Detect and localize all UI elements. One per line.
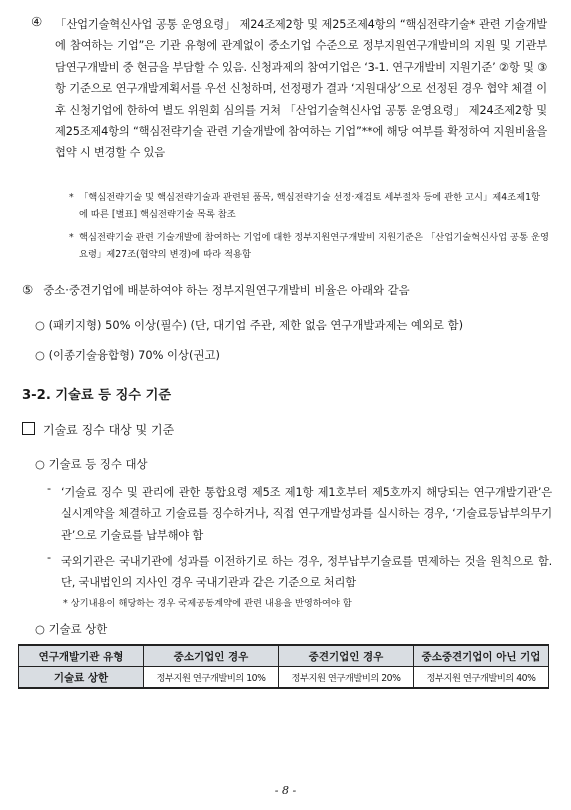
dash-marker: - xyxy=(47,482,52,495)
footnote-2-text: 핵심전략기술 관련 기술개발에 참여하는 기업에 대한 정부지원연구개발비 지원기준은 「산업기술혁신사업 공통 운영요령」제27조(협약의 변경)에 따라 적용함 xyxy=(79,232,549,260)
item-4-text: 「산업기술혁신사업 공통 운영요령」 제24조제2항 및 제25조제4항의 “핵심전략기술* 관련 기술개발에 참여하는 기업”은 기관 유형에 관계없이 중소기업 수준으로 정부지원연구개발비의 지원 및 기관부담연구개발비 중 현금을 부담할 수 있음. 신청과제의 참여기업은 ‘3-1. 연구개발비 지원기준’ ②항 및 ③항 기준으로 연구개발계획서를 우선 신청하며, 선정평가 결과 ‘지원대상’으로 선정된 경우 협약 체결 이후 신청기업에 한하여 별도 위원회 심의를 거쳐 「산업기술혁신사업 공통 운영요령」 제24조제2항 및 제25조제4항의 “핵심전략기술 관련 기술개발에 참여하는 기업”**에 해당 여부를 확정하여 지원비율을 협약 시 변경할 수 있음 xyxy=(55,18,547,160)
fee-cap-text: 기술료 상한 xyxy=(48,622,108,636)
page-number: - 8 - xyxy=(274,784,297,797)
box-heading-text: 기술료 징수 대상 및 기준 xyxy=(43,423,175,437)
cell-midsize: 정부지원 연구개발비의 20% xyxy=(279,667,414,689)
header-sme: 중소기업인 경우 xyxy=(144,645,279,667)
dash-item-1 xyxy=(47,482,552,546)
fee-target-text: 기술료 등 징수 대상 xyxy=(48,457,148,471)
item-4-paragraph xyxy=(31,14,547,164)
fee-cap-subheading xyxy=(35,621,107,637)
item-5-paragraph xyxy=(22,282,410,298)
row-label: 기술료 상한 xyxy=(19,667,144,689)
dash-item-2 xyxy=(47,551,552,594)
convergence-type-text: (이종기술융합형) 70% 이상(권고) xyxy=(48,348,220,362)
package-type-text: (패키지형) 50% 이상(필수) (단, 대기업 주관, 제한 없음 연구개발과제는 예외로 함) xyxy=(48,318,464,332)
table-header-row xyxy=(19,645,549,667)
bullet-marker: ○ xyxy=(35,348,45,362)
bullet-marker: ○ xyxy=(35,457,45,471)
dash-marker: - xyxy=(47,551,52,564)
fee-cap-table xyxy=(18,644,549,689)
convergence-type-bullet xyxy=(35,347,220,363)
dash-item-1-text: ‘기술료 징수 및 관리에 관한 통합요령 제5조 제1항 제1호부터 제5호까지 해당되는 연구개발기관’은 실시계약을 체결하고 기술료를 징수하거나, 직접 연구개발성과를 실시하는 경우, ‘기술료등납부의무기관’으로 기술료를 납부해야 함 xyxy=(61,486,552,542)
dash-item-2-text: 국외기관은 국내기관에 성과를 이전하기로 하는 경우, 정부납부기술료를 면제하는 것을 원칙으로 함. 단, 국내법인의 지사인 경우 국내기관과 같은 기준으로 처리함 xyxy=(61,555,552,590)
header-other: 중소중견기업이 아닌 기업 xyxy=(414,645,549,667)
item-4-marker: ④ xyxy=(31,14,43,29)
item-5-marker: ⑤ xyxy=(22,282,34,297)
fee-target-subheading xyxy=(35,456,147,472)
header-org-type: 연구개발기관 유형 xyxy=(19,645,144,667)
footnote-2 xyxy=(69,230,549,263)
item-5-text: 중소·중견기업에 배분하여야 하는 정부지원연구개발비 비율은 아래와 같음 xyxy=(43,283,410,297)
footnote-1-marker: * xyxy=(69,192,74,203)
box-heading xyxy=(22,421,174,438)
bullet-marker: ○ xyxy=(35,622,45,636)
square-bullet-icon xyxy=(22,422,35,435)
package-type-bullet xyxy=(35,317,463,333)
dash-2-footnote: * 상기내용이 해당하는 경우 국제공동계약에 관련 내용을 반영하여야 함 xyxy=(63,598,352,609)
bullet-marker: ○ xyxy=(35,318,45,332)
footnote-2-marker: * xyxy=(69,232,74,243)
cell-other: 정부지원 연구개발비의 40% xyxy=(414,667,549,689)
section-heading: 3-2. 기술료 등 징수 기준 xyxy=(22,388,172,403)
footnote-1 xyxy=(69,190,549,223)
table-row xyxy=(19,667,549,689)
header-midsize: 중견기업인 경우 xyxy=(279,645,414,667)
cell-sme: 정부지원 연구개발비의 10% xyxy=(144,667,279,689)
footnote-1-text: 「핵심전략기술 및 핵심전략기술과 관련된 품목, 핵심전략기술 선정·재검토 세부절차 등에 관한 고시」제4조제1항에 따른 [별표] 핵심전략기술 목록 참조 xyxy=(79,192,541,220)
